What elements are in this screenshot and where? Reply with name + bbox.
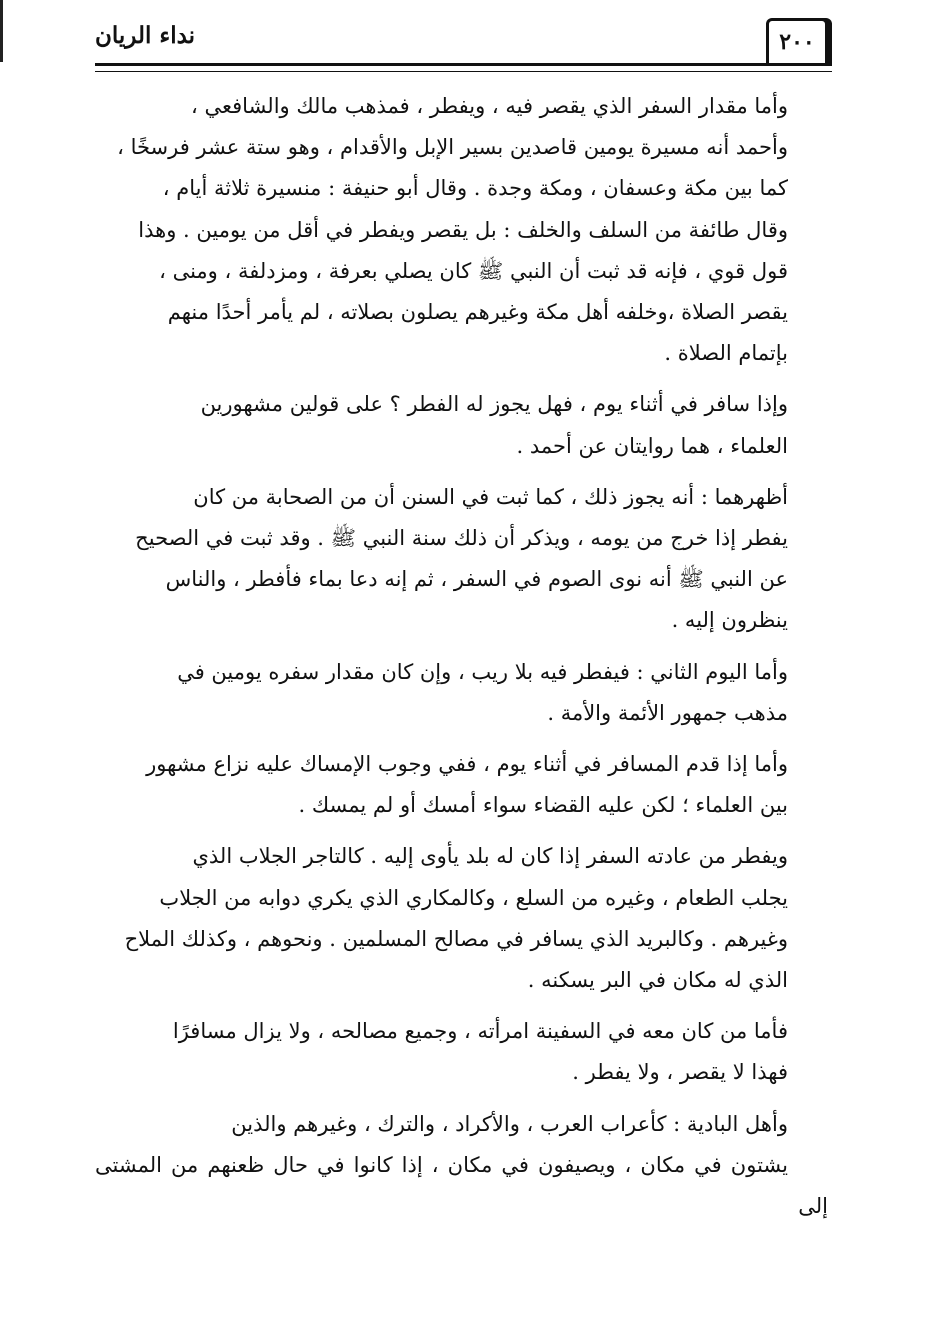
text-line: يشتون في مكان ، ويصيفون في مكان ، إذا كانوا في حال ظعنهم من المشتى إلى [95, 1152, 828, 1219]
scan-edge-mark [0, 0, 3, 62]
text-line: العلماء ، هما روايتان عن أحمد . [516, 433, 788, 458]
text-line: وقال طائفة من السلف والخلف : بل يقصر ويفطر في أقل من يومين . وهذا [138, 217, 788, 242]
text-line: الذي له مكان في البر يسكنه . [527, 968, 788, 993]
text-line: كما بين مكة وعسفان ، ومكة وجدة . وقال أبو حنيفة : منسيرة ثلاثة أيام ، [162, 176, 788, 201]
text-line: قول قوي ، فإنه قد ثبت أن النبي ﷺ كان يصلي بعرفة ، ومزدلفة ، ومنى ، [159, 258, 788, 283]
text-line: وأما مقدار السفر الذي يقصر فيه ، ويفطر ، فمذهب مالك والشافعي ، [191, 94, 788, 118]
paragraph-5 [95, 744, 828, 826]
text-line: وأما إذا قدم المسافر في أثناء يوم ، ففي وجوب الإمساك عليه نزاع مشهور [146, 752, 788, 777]
paragraph-8 [95, 1104, 828, 1228]
paragraph-4 [95, 652, 828, 734]
text-line: وغيرهم . وكالبريد الذي يسافر في مصالح المسلمين . ونحوهم ، وكذلك الملاح [124, 926, 788, 951]
text-line: يفطر إذا خرج من يومه ، ويذكر أن ذلك سنة النبي ﷺ . وقد ثبت في الصحيح [135, 526, 788, 551]
text-line: عن النبي ﷺ أنه نوى الصوم في السفر ، ثم إنه دعا بماء فأفطر ، والناس [165, 567, 788, 592]
paragraph-6 [95, 836, 828, 1001]
text-line: فأما من كان معه في السفينة امرأته ، وجميع مصالحه ، ولا يزال مسافرًا [172, 1019, 788, 1044]
text-line: ويفطر من عادته السفر إذا كان له بلد يأوى إليه . كالتاجر الجلاب الذي [192, 844, 788, 869]
text-line: يجلب الطعام ، وغيره من السلع ، وكالمكاري الذي يكري دوابه من الجلاب [159, 885, 788, 910]
text-line: فهذا لا يقصر ، ولا يفطر . [572, 1060, 788, 1085]
text-line: وأما اليوم الثاني : فيفطر فيه بلا ريب ، وإن كان مقدار سفره يومين في [177, 659, 788, 684]
paragraph-1 [95, 86, 828, 374]
text-line: وإذا سافر في أثناء يوم ، فهل يجوز له الفطر ؟ على قولين مشهورين [200, 392, 788, 417]
running-title: نداء الريان [95, 22, 196, 49]
page-number-box [766, 18, 828, 63]
text-line: بإتمام الصلاة . [664, 341, 788, 366]
text-line: وأهل البادية : كأعراب العرب ، والأكراد ، والترك ، وغيرهم والذين [231, 1111, 788, 1136]
page-number: ٢٠٠ [779, 29, 815, 55]
text-line: بين العلماء ؛ لكن عليه القضاء سواء أمسك أو لم يمسك . [298, 793, 788, 818]
paragraph-2 [95, 384, 828, 466]
text-line: مذهب جمهور الأئمة والأمة . [547, 700, 788, 725]
text-line: أظهرهما : أنه يجوز ذلك ، كما ثبت في السنن أن من الصحابة من كان [193, 484, 788, 509]
paragraph-3 [95, 477, 828, 642]
page-header [95, 14, 828, 72]
text-line: ينظرون إليه . [671, 608, 788, 633]
text-line: وأحمد أنه مسيرة يومين قاصدين بسير الإبل والأقدام ، وهو ستة عشر فرسخًا ، [117, 135, 788, 160]
text-line: يقصر الصلاة ،وخلفه أهل مكة وغيرهم يصلون بصلاته ، لم يأمر أحدًا منهم [167, 300, 788, 325]
paragraph-7 [95, 1011, 828, 1093]
body-text [95, 86, 828, 1237]
header-rule [95, 63, 832, 72]
